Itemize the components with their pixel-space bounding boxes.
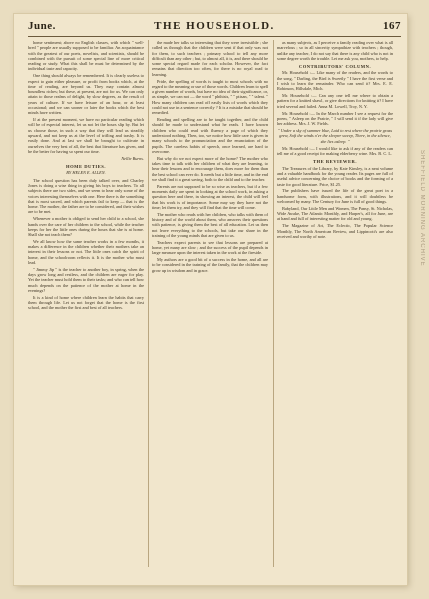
paragraph: But why do we not expect more of the home? The mother who takes time to talk with her children of what they are learning, to hear their lessons and to encourage them, does more for them than the best school can ever do. It needs but a little time, and in the end we shall find it a great saving, both to the child and to the teacher. bbox=[152, 155, 268, 182]
paragraph: The school question has been duly talked over, and Charley Jones is doing a wise thing in giving his boys to teachers. To all subjects there are two sides, and we seem to hear only some of the voices interesting themselves with one. Here there is the something that is most sacred, and which parents fail to keep — that is the home. The mother, the father are to be considered, and their wishes are to be met. bbox=[28, 177, 144, 215]
poem-excerpt: " Under a sky of summer blue, Laid to rest where the prairie grass grew, Soft the winds o'er the sleeper sweep, There, in the silence, she lies asleep. " bbox=[277, 127, 393, 144]
column-separator bbox=[273, 40, 274, 567]
byline: BY HELEN E. ALLEN. bbox=[66, 170, 106, 176]
column-1 bbox=[28, 40, 144, 567]
paragraph: Reading and spelling are to be taught together, and the child should be made to understand what he reads. I have known children who could read with fluency a page of which they understood nothing. Then, too, we notice how little care is given in many schools to the pronunciation and the enunciation of the pupils. The careless habits of speech, once learned, are hard to overcome. bbox=[152, 117, 268, 154]
paragraph: The mother who reads with her children, who talks with them of history and of the world about them, who answers their questions with patience, is giving them the best of all education. Let us then not leave everything to the schools, but take our share in the training of the young minds that are given to us. bbox=[152, 211, 268, 238]
paragraph: It is a kind of home where children learn the habits that carry them through life. Let us not forget that the home is the first school, and the mother the first and best of all teachers. bbox=[28, 294, 144, 311]
section-heading: HOME DUTIES. bbox=[66, 164, 106, 170]
paragraph: " Jimmy Jip " is the teacher to another boy, in spring, when the days grow long and restless, and the children are eager for play. Yet the teacher must hold them to their tasks; and who can tell how much depends on the patience of the mother at home in the evenings? bbox=[28, 266, 144, 294]
paragraph: Babyland, Our Little Men and Women, The Pansy, St. Nicholas, Wide Awake, The Atlantic Monthly, and Harper's, all for June, are at hand and full of interesting matter for old and young. bbox=[277, 205, 393, 222]
paragraph: Pride, the spelling of words is taught to most schools with no regard to the meaning or use of those words. Children learn to spell a given number of words, but have no idea of their significance, or, as simple, we can not — the word " phthisis, " " ptisan, " " talent. " How many children can read off easily lists of words which they could not use in a sentence correctly ? It is a mistake that should be remedied. bbox=[152, 78, 268, 116]
paragraph: Teachers expect parents to see that lessons are prepared at home, yet many are slow ; and the success of the pupil depends in large measure upon the interest taken in the work at the fireside. bbox=[152, 239, 268, 256]
paragraph: the made her talks so interesting that they were irresistible ; she called us through that the children were sent if that only was not for them, to such teachers ; primary school to tell any more difficult than any other ; but, to almost all, it is, and there should be some special regard made for each scholar. However, the fact remains that direction too often, for there is no royal road to learning. bbox=[152, 40, 268, 77]
paragraph: If at the present moment, we have no particular reading which will be of especial interest, let us not let the hours slip by. But let us choose those, in such a way that they will lead us steadily upward, and not keep us at the level of trifling and trashy. It is easily done. And at last we shall be brought to cultivate in ourselves the very best of all, the best that literature has given, and be the better for having so spent our time. bbox=[28, 117, 144, 154]
header-page-number: 167 bbox=[383, 20, 401, 32]
column-3 bbox=[277, 40, 393, 567]
header-month: June. bbox=[28, 20, 56, 32]
page-header bbox=[28, 20, 401, 36]
paragraph: Mr. Household :— In the March number I see a request for the poem, " Asleep on the Prairie, " I will send it if the lady will give her address. Mrs. J. W. Fields. bbox=[277, 110, 393, 127]
paragraph: Mr. Household :— Like many of the readers, and the words to the song, " Darling, the Bird is Sweetly " I have the first verse and I wish to learn the remainder. Who can send it? Mrs. E. E. Robinson, Hillsdale, Mich. bbox=[277, 70, 393, 92]
signature: Nellie Burns. bbox=[121, 155, 144, 161]
paragraph: We all know how the same teacher works in a few months, it makes a difference in the children whether their mothers take an interest in their lessons or not. The little ones catch the spirit of home, and the schoolroom reflects it. It is the mother who must lead. bbox=[28, 238, 144, 266]
paragraph: The Magazine of Art, The Eclectic, The Popular Science Monthly, The North American Review, and Lippincott's are also received and worthy of note. bbox=[277, 223, 393, 239]
paragraph: as many subjects, as I perceive a family reading over what is all marvelous ; so in all sincerity sympathize with teachers ; though, unlike any teacher, I do not say that there is any child who is not in some degree worth the trouble. Let me ask you, mothers, to help. bbox=[277, 40, 393, 61]
paragraph: The Treasures of the Library, by Kate Kinsley, is a neat volume and a valuable handbook for the young reader. Its pages are full of useful advice concerning the choice of books and the forming of a taste for good literature. Price, $1.25. bbox=[277, 165, 393, 187]
section-heading: CONTRIBUTORS' COLUMN. bbox=[298, 64, 372, 70]
paragraph: Mr. Household :— I would like to ask if any of the readers can tell me of a good receipt for making elderberry wine. Mrs. B. C. L. bbox=[277, 145, 393, 157]
paragraph: One thing should always be remembered. It is clearly useless to expect to gain either pleasure, or profit from books which, at the time of reading, are beyond us. They may contain almost boundless riches; but these, at present, are not for us. We can only attain to those realms of delight, by slow degrees, as the result of years of culture. If we have leisure of an hour, or at least occasional; and we can sooner or later the books which the best minds have written. bbox=[28, 73, 144, 116]
text-columns bbox=[28, 40, 393, 567]
paragraph: home sentiment; above no English classes, with which " well-bred " people are usually supposed to be familiar. An acquaintance with the greatest of our poets, novelists, and scientists, should be combined with the pursuit of some special line of more critical reading or study. What this shall be must be determined by the individual taste and capacity. bbox=[28, 40, 144, 72]
paragraph: Mr. Household :— Can any one tell me where to obtain a pattern for a knitted shawl, or give directions for knitting it? I have tried several and failed. Anna M. Lowell, Troy, N. Y. bbox=[277, 93, 393, 109]
section-heading: THE REVIEWER. bbox=[312, 159, 358, 165]
paragraph: Parents are not supposed to be so wise as teachers, but if a few moments daily are spent in looking at the school work, in asking a question here and there, in showing an interest, the child will feel that his work is of importance. Some may say they have not the time; let them try, and they will find that the time will come. bbox=[152, 183, 268, 210]
header-title: THE HOUSEHOLD. bbox=[154, 20, 275, 32]
column-separator bbox=[148, 40, 149, 567]
paragraph: My authors are a good bit of a success in the home, and all are to be considered in the training of the family, that the children may grow up in wisdom and in grace. bbox=[152, 257, 268, 273]
archive-stamp: SHEFFIELD MORNING ARCHIVE bbox=[419, 150, 425, 267]
paragraph: Whenever a mother is obliged to send her child to a school, she hands over the care of her children to the school, while the teacher keeps for her the little ones during the hours that she is at home. Shall she not teach them? bbox=[28, 216, 144, 238]
column-2 bbox=[152, 40, 268, 567]
header-rule bbox=[28, 36, 401, 37]
paragraph: The publishers have issued the life of the great poet in a handsome form, with illustrations, and it will doubtless be welcomed by many. The Century for June is full of good things. bbox=[277, 188, 393, 205]
